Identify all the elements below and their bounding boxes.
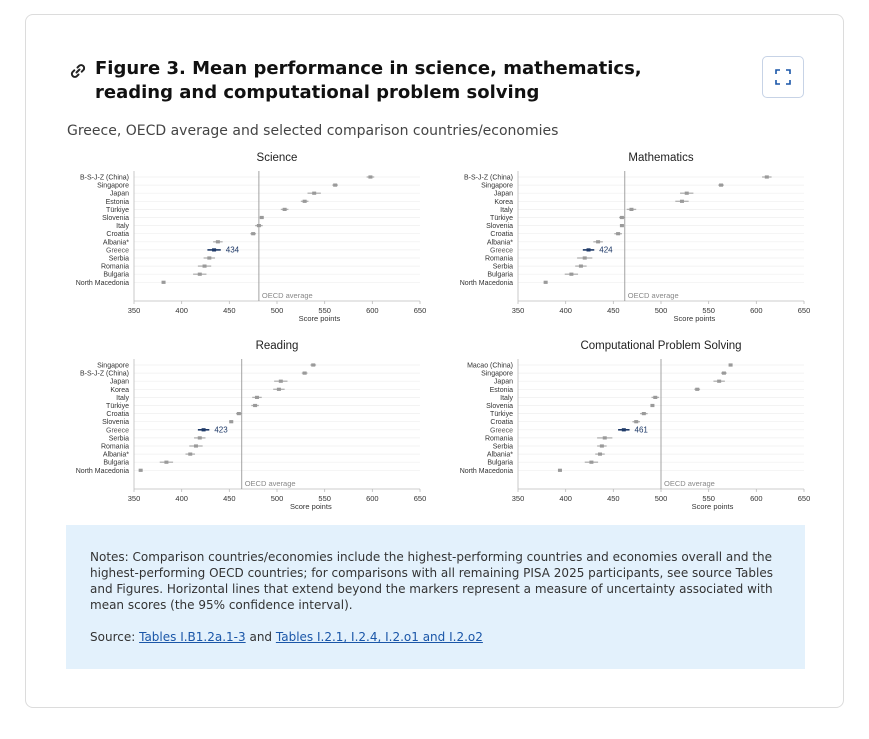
data-point <box>203 265 207 268</box>
country-label: B-S-J-Z (China) <box>79 370 129 378</box>
highlight-value-label: 423 <box>214 425 228 435</box>
country-label: Greece <box>490 427 513 435</box>
data-point <box>620 216 624 219</box>
x-tick-label: 500 <box>270 494 284 503</box>
x-tick-label: 550 <box>702 494 715 503</box>
oecd-average-label: OECD average <box>261 291 313 300</box>
figure-subtitle: Greece, OECD average and selected comparison countries/economies <box>67 123 559 139</box>
notes-text: Notes: Comparison countries/economies include the highest-performing countries and economies overall and the highest-performing OECD countries; for comparisons with all remaining PISA 2025 participants, see source Tables and Figures. Horizontal lines that extend beyond the markers represent a measure of uncertainty associated with mean scores (the 95% confidence interval). <box>90 550 773 612</box>
data-point <box>162 281 166 284</box>
chart-title: Mathematics <box>628 152 694 164</box>
x-tick-label: 400 <box>559 306 572 315</box>
country-label: Serbia <box>108 255 129 263</box>
source-line <box>90 629 781 645</box>
x-axis-label: Score points <box>673 314 716 323</box>
country-label: Türkiye <box>106 206 129 214</box>
data-point <box>680 200 684 203</box>
source-link-tables-b1[interactable]: Tables I.B1.2a.1-3 <box>139 630 246 644</box>
data-point <box>194 444 198 447</box>
source-link-tables-i2[interactable]: Tables I.2.1, I.2.4, I.2.o1 and I.2.o2 <box>275 630 483 644</box>
source-label: Source: <box>90 630 136 644</box>
figure-title: Figure 3. Mean performance in science, mathematics, reading and computational problem solving <box>95 58 642 103</box>
data-point <box>589 461 593 464</box>
country-label: North Macedonia <box>75 467 129 475</box>
x-axis-label: Score points <box>691 502 734 511</box>
x-tick-label: 400 <box>175 306 188 315</box>
data-point <box>202 428 206 431</box>
data-point <box>620 224 624 227</box>
country-label: Bulgaria <box>487 459 513 467</box>
country-label: Greece <box>490 247 513 255</box>
data-point <box>616 232 620 235</box>
country-label: Croatia <box>490 419 513 427</box>
chart-title: Science <box>256 152 298 164</box>
x-tick-label: 400 <box>175 494 188 503</box>
data-point <box>283 208 287 211</box>
data-point <box>558 469 562 472</box>
x-tick-label: 600 <box>366 494 379 503</box>
data-point <box>695 388 699 391</box>
country-label: Singapore <box>97 182 129 190</box>
data-point <box>603 436 607 439</box>
x-axis-label: Score points <box>298 314 341 323</box>
highlight-value-label: 434 <box>225 245 240 255</box>
country-label: Japan <box>493 190 513 198</box>
chart-mathematics <box>460 152 811 323</box>
country-label: Greece <box>106 247 129 255</box>
country-label: Italy <box>116 223 129 231</box>
x-tick-label: 350 <box>127 494 141 503</box>
x-tick-label: 650 <box>413 494 427 503</box>
data-point <box>139 469 143 472</box>
expand-button[interactable] <box>762 56 804 98</box>
highlight-value-label: 424 <box>599 245 613 255</box>
country-label: Slovenia <box>486 403 513 410</box>
data-point <box>596 240 600 243</box>
country-label: Korea <box>110 386 129 394</box>
country-label: Singapore <box>481 370 513 378</box>
data-point <box>257 224 261 227</box>
x-tick-label: 550 <box>318 494 331 503</box>
country-label: Korea <box>494 198 513 206</box>
oecd-average-label: OECD average <box>627 291 679 300</box>
data-point <box>642 412 646 415</box>
data-point <box>255 396 259 399</box>
x-tick-label: 450 <box>607 306 620 315</box>
country-label: Bulgaria <box>487 271 513 279</box>
data-point <box>579 265 583 268</box>
oecd-average-label: OECD average <box>244 479 296 488</box>
x-tick-label: 600 <box>750 494 763 503</box>
data-point <box>207 256 211 259</box>
data-point <box>653 396 657 399</box>
country-label: Japan <box>109 190 129 198</box>
country-label: Estonia <box>489 386 513 394</box>
country-label: Croatia <box>490 231 513 239</box>
data-point <box>569 273 573 276</box>
data-point <box>583 256 587 259</box>
data-point <box>253 404 257 407</box>
chart-reading <box>76 340 427 511</box>
data-point <box>212 248 216 251</box>
data-point <box>722 372 726 375</box>
country-label: Türkiye <box>106 403 129 410</box>
country-label: North Macedonia <box>75 279 129 287</box>
country-label: Türkiye <box>490 215 513 222</box>
data-point <box>650 404 654 407</box>
x-tick-label: 650 <box>797 306 811 315</box>
country-label: Singapore <box>97 362 129 370</box>
data-point <box>544 281 548 284</box>
x-tick-label: 350 <box>511 494 525 503</box>
data-point <box>719 184 723 187</box>
link-icon[interactable] <box>68 61 88 81</box>
x-tick-label: 600 <box>750 306 763 315</box>
country-label: Romania <box>100 443 129 451</box>
data-point <box>164 461 168 464</box>
charts-area <box>66 152 846 531</box>
data-point <box>251 232 255 235</box>
country-label: Japan <box>109 378 129 386</box>
country-label: Bulgaria <box>103 271 129 279</box>
data-point <box>685 192 689 195</box>
x-tick-label: 350 <box>511 306 525 315</box>
chart-science <box>76 152 427 323</box>
country-label: Croatia <box>106 231 129 239</box>
country-label: Singapore <box>481 182 513 190</box>
x-tick-label: 650 <box>797 494 811 503</box>
expand-icon <box>775 69 791 85</box>
country-label: Italy <box>500 394 513 402</box>
country-label: Macao (China) <box>467 362 513 370</box>
data-point <box>368 175 372 178</box>
x-tick-label: 550 <box>702 306 715 315</box>
country-label: Albania* <box>486 451 513 459</box>
country-label: North Macedonia <box>459 279 513 287</box>
country-label: Bulgaria <box>103 459 129 467</box>
data-point <box>717 380 721 383</box>
x-tick-label: 600 <box>366 306 379 315</box>
x-tick-label: 550 <box>318 306 331 315</box>
data-point <box>279 380 283 383</box>
data-point <box>729 363 733 366</box>
x-tick-label: 450 <box>607 494 620 503</box>
data-point <box>198 273 202 276</box>
data-point <box>622 428 626 431</box>
oecd-average-label: OECD average <box>664 479 715 488</box>
country-label: Türkiye <box>490 411 513 419</box>
country-label: B-S-J-Z (China) <box>463 174 513 182</box>
x-tick-label: 450 <box>223 494 236 503</box>
country-label: Romania <box>484 435 513 443</box>
data-point <box>277 388 281 391</box>
country-label: Slovenia <box>102 215 129 222</box>
data-point <box>312 192 316 195</box>
country-label: Croatia <box>106 411 129 419</box>
data-point <box>198 436 202 439</box>
x-tick-label: 650 <box>413 306 427 315</box>
data-point <box>629 208 633 211</box>
x-axis-label: Score points <box>290 502 332 511</box>
data-point <box>188 453 192 456</box>
country-label: Serbia <box>108 435 129 443</box>
data-point <box>765 175 769 178</box>
chart-title: Reading <box>255 340 299 352</box>
data-point <box>303 200 307 203</box>
data-point <box>587 248 591 251</box>
country-label: Estonia <box>105 198 129 206</box>
data-point <box>237 412 241 415</box>
data-point <box>311 363 315 366</box>
country-label: Italy <box>116 394 129 402</box>
data-point <box>216 240 220 243</box>
x-tick-label: 450 <box>223 306 236 315</box>
data-point <box>634 420 638 423</box>
data-point <box>600 444 604 447</box>
chart-title: Computational Problem Solving <box>580 340 742 352</box>
x-tick-label: 500 <box>654 306 668 315</box>
country-label: Japan <box>493 378 513 386</box>
data-point <box>303 372 307 375</box>
chart-computational-problem-solving <box>460 340 811 511</box>
country-label: Serbia <box>492 263 513 271</box>
x-tick-label: 500 <box>270 306 284 315</box>
figure-card <box>25 14 844 708</box>
notes-box <box>66 525 805 669</box>
country-label: Romania <box>100 263 129 271</box>
country-label: Slovenia <box>486 223 513 231</box>
country-label: Albania* <box>102 239 129 247</box>
x-tick-label: 350 <box>127 306 141 315</box>
highlight-value-label: 461 <box>634 425 648 435</box>
country-label: Serbia <box>492 443 513 451</box>
x-tick-label: 500 <box>654 494 668 503</box>
x-tick-label: 400 <box>559 494 572 503</box>
country-label: Italy <box>500 206 513 214</box>
country-label: B-S-J-Z (China) <box>79 174 129 182</box>
country-label: Albania* <box>102 451 129 459</box>
country-label: Greece <box>106 427 129 435</box>
data-point <box>333 184 337 187</box>
country-label: Slovenia <box>102 419 129 427</box>
data-point <box>229 420 233 423</box>
country-label: Albania* <box>486 239 513 247</box>
country-label: Romania <box>484 255 513 263</box>
country-label: North Macedonia <box>459 467 513 475</box>
data-point <box>260 216 264 219</box>
data-point <box>598 453 602 456</box>
source-and: and <box>249 630 273 644</box>
